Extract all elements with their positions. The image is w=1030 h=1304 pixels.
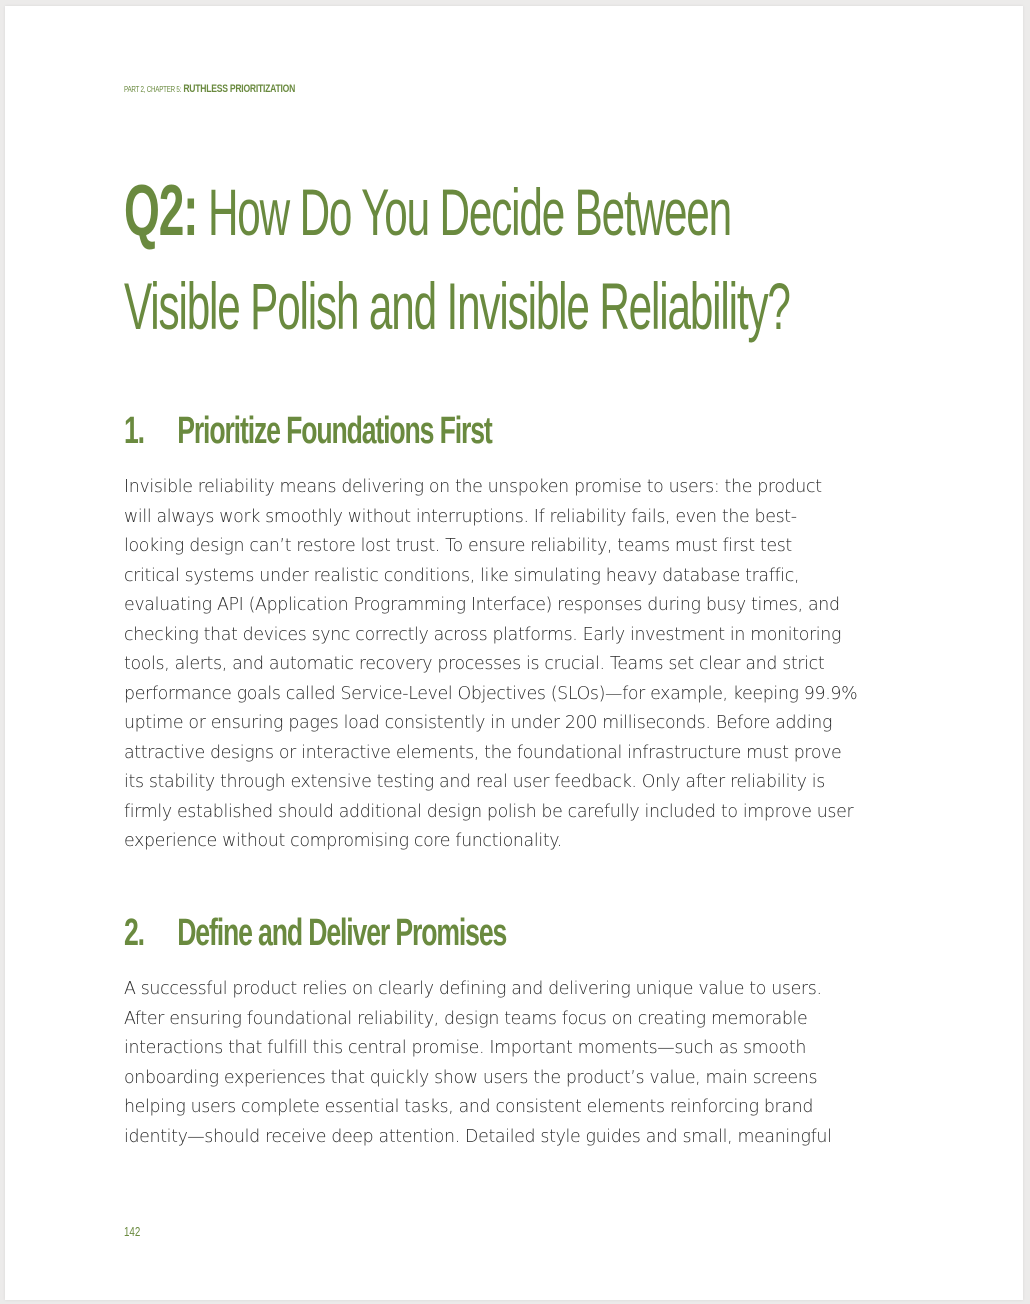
running-head-chapter: RUTHLESS PRIORITIZATION: [183, 83, 296, 95]
section-title: Define and Deliver Promises: [177, 912, 507, 954]
body-line: attractive designs or interactive elements, the foundational infrastructure must prove: [124, 742, 842, 763]
question-number: Q2:: [124, 171, 198, 251]
running-head-part: PART 2, CHAPTER 5:: [124, 85, 182, 94]
body-line: critical systems under realistic conditions, like simulating heavy database traffic,: [124, 565, 800, 586]
body-line: interactions that fulfill this central promise. Important moments—such as smooth: [124, 1038, 806, 1058]
body-line: its stability through extensive testing and real user feedback. Only after reliability is: [124, 772, 825, 792]
body-line: uptime or ensuring pages load consistently in under 200 milliseconds. Before adding: [124, 713, 833, 733]
body-line: helping users complete essential tasks, and consistent elements reinforcing brand: [124, 1097, 814, 1117]
title-line-1: [124, 164, 892, 259]
section-heading-1: [124, 410, 492, 453]
title-line-2: Visible Polish and Invisible Reliability?: [124, 269, 790, 343]
section-number: 2.: [124, 912, 144, 954]
page-title: [124, 164, 892, 353]
body-line: checking that devices sync correctly across platforms. Early investment in monitoring: [124, 624, 842, 645]
section-body-1: [124, 473, 914, 857]
body-line: After ensuring foundational reliability, design teams focus on creating memorable: [124, 1008, 808, 1029]
body-line: A successful product relies on clearly defining and delivering unique value to users.: [124, 979, 822, 999]
body-line: will always work smoothly without interruptions. If reliability fails, even the best-: [124, 506, 797, 527]
body-line: performance goals called Service-Level Objectives (SLOs)—for example, keeping 99.9%: [124, 683, 858, 704]
body-line: firmly established should additional design polish be carefully included to improve user: [124, 801, 854, 822]
body-line: tools, alerts, and automatic recovery processes is crucial. Teams set clear and strict: [124, 654, 825, 674]
body-line: looking design can’t restore lost trust. To ensure reliability, teams must first test: [124, 536, 792, 556]
page-number: 142: [124, 1224, 141, 1239]
title-text-1: How Do You Decide Between: [207, 175, 731, 249]
body-line: onboarding experiences that quickly show users the product’s value, main screens: [124, 1067, 818, 1088]
section-heading-2: [124, 912, 506, 955]
book-page: [5, 6, 1023, 1300]
section-title: Prioritize Foundations First: [177, 410, 492, 452]
body-line: evaluating API (Application Programming Interface) responses during busy times, and: [124, 595, 840, 615]
running-head: [124, 83, 295, 95]
body-line: Invisible reliability means delivering on the unspoken promise to users: the product: [124, 477, 822, 497]
section-body-2: [124, 975, 914, 1152]
body-line: experience without compromising core functionality.: [124, 831, 562, 851]
section-number: 1.: [124, 410, 144, 452]
body-line: identity—should receive deep attention. Detailed style guides and small, meaningful: [124, 1126, 832, 1147]
